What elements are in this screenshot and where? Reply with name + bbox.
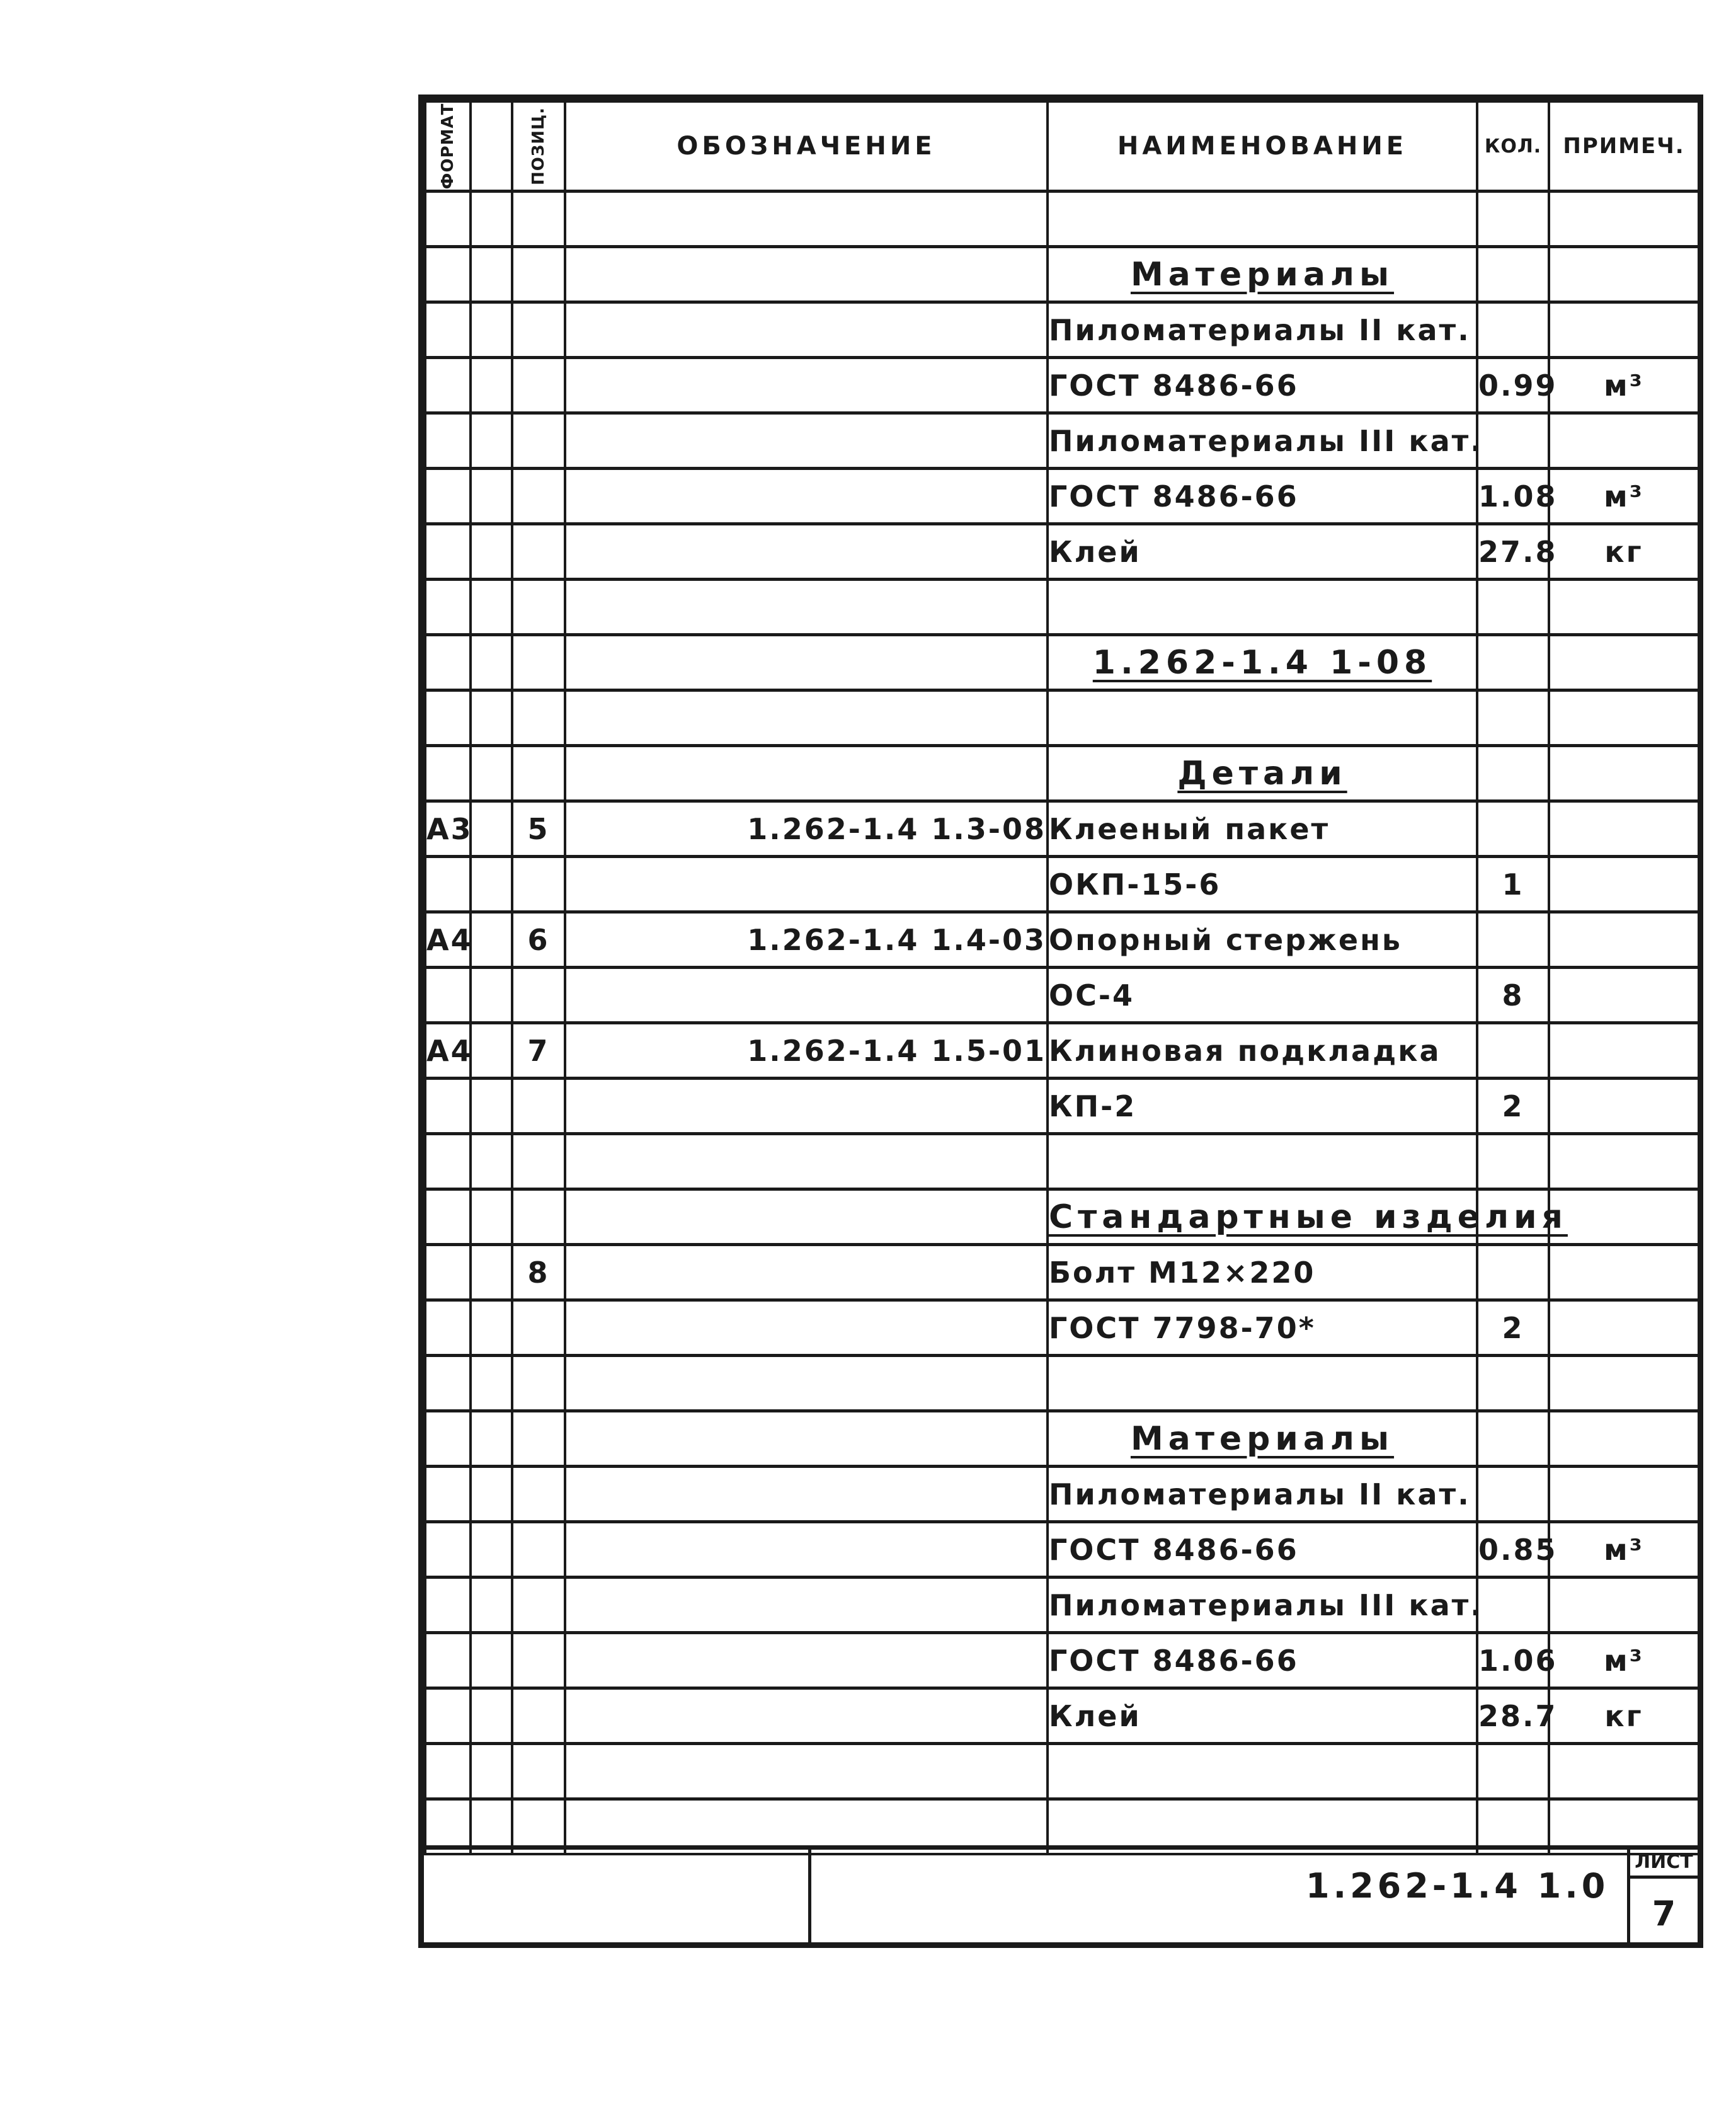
position-cell bbox=[512, 1411, 565, 1467]
format-cell bbox=[425, 247, 471, 302]
name-cell: Пиломатериалы III кат. bbox=[1048, 1578, 1477, 1633]
zone-cell bbox=[471, 1688, 512, 1744]
name-cell: Клееный пакет bbox=[1048, 801, 1477, 857]
table-row bbox=[425, 1411, 1699, 1467]
header-name: НАИМЕНОВАНИЕ bbox=[1048, 101, 1477, 192]
quantity-cell bbox=[1477, 801, 1549, 857]
table-row bbox=[425, 192, 1699, 247]
designation-cell bbox=[565, 358, 1048, 413]
note-cell bbox=[1549, 746, 1699, 801]
designation-cell bbox=[565, 1467, 1048, 1522]
format-cell bbox=[425, 1356, 471, 1411]
format-cell bbox=[425, 580, 471, 635]
table-row bbox=[425, 1578, 1699, 1633]
zone-cell bbox=[471, 524, 512, 580]
format-cell bbox=[425, 1522, 471, 1578]
name-cell: ОКП-15-6 bbox=[1048, 857, 1477, 912]
format-cell bbox=[425, 1134, 471, 1189]
position-cell bbox=[512, 580, 565, 635]
table-row bbox=[425, 1688, 1699, 1744]
position-cell bbox=[512, 1522, 565, 1578]
quantity-cell: 28.7 bbox=[1477, 1688, 1549, 1744]
note-cell bbox=[1549, 413, 1699, 469]
position-cell bbox=[512, 968, 565, 1023]
note-cell: м³ bbox=[1549, 358, 1699, 413]
name-cell bbox=[1048, 580, 1477, 635]
quantity-cell bbox=[1477, 635, 1549, 690]
position-cell bbox=[512, 1356, 565, 1411]
name-cell: Клей bbox=[1048, 1688, 1477, 1744]
table-row bbox=[425, 358, 1699, 413]
designation-cell bbox=[565, 1578, 1048, 1633]
note-cell: м³ bbox=[1549, 1522, 1699, 1578]
header-zone bbox=[471, 101, 512, 192]
table-row bbox=[425, 247, 1699, 302]
table-row bbox=[425, 469, 1699, 524]
table-row bbox=[425, 1467, 1699, 1522]
designation-cell bbox=[565, 968, 1048, 1023]
quantity-cell bbox=[1477, 1467, 1549, 1522]
note-cell bbox=[1549, 1189, 1699, 1245]
table-row bbox=[425, 302, 1699, 358]
zone-cell bbox=[471, 1578, 512, 1633]
format-cell bbox=[425, 1245, 471, 1300]
position-cell bbox=[512, 1467, 565, 1522]
zone-cell bbox=[471, 1189, 512, 1245]
format-cell bbox=[425, 690, 471, 746]
table-row bbox=[425, 746, 1699, 801]
name-cell: Материалы bbox=[1048, 1411, 1477, 1467]
quantity-cell: 8 bbox=[1477, 968, 1549, 1023]
table-row bbox=[425, 1189, 1699, 1245]
position-cell bbox=[512, 690, 565, 746]
header-quantity: КОЛ. bbox=[1477, 101, 1549, 192]
table-row bbox=[425, 1023, 1699, 1079]
format-cell bbox=[425, 524, 471, 580]
position-cell bbox=[512, 524, 565, 580]
note-cell bbox=[1549, 1023, 1699, 1079]
quantity-cell: 27.8 bbox=[1477, 524, 1549, 580]
format-cell bbox=[425, 413, 471, 469]
quantity-cell bbox=[1477, 1578, 1549, 1633]
note-cell bbox=[1549, 1134, 1699, 1189]
note-cell: кг bbox=[1549, 1688, 1699, 1744]
designation-cell bbox=[565, 635, 1048, 690]
format-cell bbox=[425, 1633, 471, 1688]
position-cell bbox=[512, 1300, 565, 1356]
position-cell bbox=[512, 192, 565, 247]
position-cell: 8 bbox=[512, 1245, 565, 1300]
format-cell bbox=[425, 1079, 471, 1134]
position-cell bbox=[512, 1079, 565, 1134]
note-cell: м³ bbox=[1549, 469, 1699, 524]
zone-cell bbox=[471, 1522, 512, 1578]
name-cell: Пиломатериалы II кат. bbox=[1048, 302, 1477, 358]
designation-cell bbox=[565, 524, 1048, 580]
format-cell bbox=[425, 1300, 471, 1356]
name-cell: ГОСТ 8486-66 bbox=[1048, 469, 1477, 524]
zone-cell bbox=[471, 192, 512, 247]
format-cell bbox=[425, 1688, 471, 1744]
designation-cell bbox=[565, 1744, 1048, 1799]
name-cell: КП-2 bbox=[1048, 1079, 1477, 1134]
zone-cell bbox=[471, 690, 512, 746]
name-cell: Пиломатериалы III кат. bbox=[1048, 413, 1477, 469]
designation-cell bbox=[565, 746, 1048, 801]
zone-cell bbox=[471, 1245, 512, 1300]
name-cell: Клиновая подкладка bbox=[1048, 1023, 1477, 1079]
name-cell: 1.262-1.4 1-08 bbox=[1048, 635, 1477, 690]
quantity-cell: 1.06 bbox=[1477, 1633, 1549, 1688]
position-cell bbox=[512, 1134, 565, 1189]
quantity-cell: 2 bbox=[1477, 1300, 1549, 1356]
designation-cell bbox=[565, 1688, 1048, 1744]
name-cell: Болт М12×220 bbox=[1048, 1245, 1477, 1300]
name-cell: ГОСТ 8486-66 bbox=[1048, 1633, 1477, 1688]
designation-cell: 1.262-1.4 1.5-01 bbox=[565, 1023, 1048, 1079]
name-cell: Детали bbox=[1048, 746, 1477, 801]
designation-cell bbox=[565, 1522, 1048, 1578]
position-cell bbox=[512, 1744, 565, 1799]
designation-cell bbox=[565, 1411, 1048, 1467]
format-cell: А4 bbox=[425, 1023, 471, 1079]
position-cell: 7 bbox=[512, 1023, 565, 1079]
table-row bbox=[425, 524, 1699, 580]
note-cell bbox=[1549, 302, 1699, 358]
zone-cell bbox=[471, 912, 512, 968]
quantity-cell bbox=[1477, 302, 1549, 358]
designation-cell bbox=[565, 1189, 1048, 1245]
zone-cell bbox=[471, 635, 512, 690]
quantity-cell bbox=[1477, 1744, 1549, 1799]
note-cell bbox=[1549, 1467, 1699, 1522]
position-cell: 5 bbox=[512, 801, 565, 857]
position-cell bbox=[512, 302, 565, 358]
table-row bbox=[425, 857, 1699, 912]
table-row bbox=[425, 1300, 1699, 1356]
quantity-cell: 0.85 bbox=[1477, 1522, 1549, 1578]
format-cell bbox=[425, 1744, 471, 1799]
quantity-cell bbox=[1477, 912, 1549, 968]
designation-cell bbox=[565, 580, 1048, 635]
quantity-cell bbox=[1477, 1411, 1549, 1467]
name-cell bbox=[1048, 1744, 1477, 1799]
quantity-cell bbox=[1477, 1023, 1549, 1079]
note-cell bbox=[1549, 1356, 1699, 1411]
table-row bbox=[425, 912, 1699, 968]
note-cell: м³ bbox=[1549, 1633, 1699, 1688]
name-cell: Стандартные изделия bbox=[1048, 1189, 1477, 1245]
designation-cell bbox=[565, 1079, 1048, 1134]
designation-cell bbox=[565, 857, 1048, 912]
format-cell bbox=[425, 358, 471, 413]
designation-cell bbox=[565, 1633, 1048, 1688]
zone-cell bbox=[471, 1411, 512, 1467]
zone-cell bbox=[471, 247, 512, 302]
title-block-divider bbox=[808, 1850, 811, 1947]
note-cell bbox=[1549, 1245, 1699, 1300]
designation-cell bbox=[565, 1134, 1048, 1189]
quantity-cell bbox=[1477, 247, 1549, 302]
format-cell bbox=[425, 746, 471, 801]
format-cell: А3 bbox=[425, 801, 471, 857]
designation-cell bbox=[565, 302, 1048, 358]
quantity-cell: 0.99 bbox=[1477, 358, 1549, 413]
sheet-number-box bbox=[1627, 1850, 1698, 1944]
zone-cell bbox=[471, 302, 512, 358]
position-cell bbox=[512, 1189, 565, 1245]
position-cell bbox=[512, 358, 565, 413]
note-cell bbox=[1549, 857, 1699, 912]
zone-cell bbox=[471, 1023, 512, 1079]
note-cell bbox=[1549, 580, 1699, 635]
format-cell bbox=[425, 1467, 471, 1522]
specification-body bbox=[425, 192, 1699, 1855]
format-cell: А4 bbox=[425, 912, 471, 968]
position-cell bbox=[512, 635, 565, 690]
table-row bbox=[425, 1245, 1699, 1300]
table-row bbox=[425, 1633, 1699, 1688]
note-cell bbox=[1549, 1079, 1699, 1134]
note-cell bbox=[1549, 690, 1699, 746]
zone-cell bbox=[471, 1467, 512, 1522]
position-cell bbox=[512, 857, 565, 912]
designation-cell bbox=[565, 413, 1048, 469]
name-cell: Клей bbox=[1048, 524, 1477, 580]
designation-cell bbox=[565, 1245, 1048, 1300]
note-cell bbox=[1549, 968, 1699, 1023]
format-cell bbox=[425, 968, 471, 1023]
zone-cell bbox=[471, 1079, 512, 1134]
note-cell bbox=[1549, 1744, 1699, 1799]
name-cell: Пиломатериалы II кат. bbox=[1048, 1467, 1477, 1522]
note-cell bbox=[1549, 1411, 1699, 1467]
document-code: 1.262-1.4 1.0 bbox=[1306, 1866, 1609, 1906]
format-cell bbox=[425, 857, 471, 912]
quantity-cell: 2 bbox=[1477, 1079, 1549, 1134]
name-cell bbox=[1048, 690, 1477, 746]
name-cell bbox=[1048, 1356, 1477, 1411]
position-cell bbox=[512, 1633, 565, 1688]
specification-sheet bbox=[418, 95, 1703, 1948]
format-cell bbox=[425, 302, 471, 358]
table-row bbox=[425, 635, 1699, 690]
table-row bbox=[425, 1356, 1699, 1411]
note-cell bbox=[1549, 635, 1699, 690]
specification-table bbox=[424, 100, 1700, 1855]
quantity-cell bbox=[1477, 1134, 1549, 1189]
quantity-cell: 1 bbox=[1477, 857, 1549, 912]
table-row bbox=[425, 1522, 1699, 1578]
header-row bbox=[425, 101, 1699, 192]
title-block bbox=[424, 1845, 1698, 1942]
sheet-label: ЛИСТ bbox=[1630, 1851, 1698, 1879]
position-cell bbox=[512, 1578, 565, 1633]
zone-cell bbox=[471, 857, 512, 912]
name-cell: ГОСТ 8486-66 bbox=[1048, 1522, 1477, 1578]
designation-cell bbox=[565, 192, 1048, 247]
zone-cell bbox=[471, 968, 512, 1023]
zone-cell bbox=[471, 1300, 512, 1356]
quantity-cell: 1.08 bbox=[1477, 469, 1549, 524]
zone-cell bbox=[471, 469, 512, 524]
designation-cell bbox=[565, 247, 1048, 302]
note-cell bbox=[1549, 1578, 1699, 1633]
name-cell: Опорный стержень bbox=[1048, 912, 1477, 968]
note-cell bbox=[1549, 912, 1699, 968]
quantity-cell bbox=[1477, 1245, 1549, 1300]
header-format: ФОРМАТ bbox=[425, 101, 471, 192]
designation-cell bbox=[565, 1356, 1048, 1411]
format-cell bbox=[425, 192, 471, 247]
quantity-cell bbox=[1477, 1356, 1549, 1411]
name-cell: ГОСТ 7798-70* bbox=[1048, 1300, 1477, 1356]
position-cell bbox=[512, 247, 565, 302]
designation-cell: 1.262-1.4 1.4-03 bbox=[565, 912, 1048, 968]
table-row bbox=[425, 968, 1699, 1023]
format-cell bbox=[425, 1578, 471, 1633]
designation-cell bbox=[565, 1300, 1048, 1356]
position-cell bbox=[512, 746, 565, 801]
format-cell bbox=[425, 1189, 471, 1245]
name-cell: ОС-4 bbox=[1048, 968, 1477, 1023]
designation-cell: 1.262-1.4 1.3-08 bbox=[565, 801, 1048, 857]
position-cell bbox=[512, 469, 565, 524]
position-cell bbox=[512, 1688, 565, 1744]
zone-cell bbox=[471, 801, 512, 857]
zone-cell bbox=[471, 1744, 512, 1799]
note-cell: кг bbox=[1549, 524, 1699, 580]
quantity-cell bbox=[1477, 580, 1549, 635]
format-cell bbox=[425, 1411, 471, 1467]
note-cell bbox=[1549, 1300, 1699, 1356]
position-cell: 6 bbox=[512, 912, 565, 968]
table-row bbox=[425, 801, 1699, 857]
table-row bbox=[425, 690, 1699, 746]
quantity-cell bbox=[1477, 413, 1549, 469]
note-cell bbox=[1549, 247, 1699, 302]
zone-cell bbox=[471, 413, 512, 469]
note-cell bbox=[1549, 192, 1699, 247]
note-cell bbox=[1549, 801, 1699, 857]
header-position: ПОЗИЦ. bbox=[512, 101, 565, 192]
table-row bbox=[425, 1134, 1699, 1189]
name-cell: Материалы bbox=[1048, 247, 1477, 302]
header-designation: ОБОЗНАЧЕНИЕ bbox=[565, 101, 1048, 192]
name-cell bbox=[1048, 1134, 1477, 1189]
sheet-number: 7 bbox=[1652, 1894, 1676, 1933]
designation-cell bbox=[565, 690, 1048, 746]
name-cell: ГОСТ 8486-66 bbox=[1048, 358, 1477, 413]
table-row bbox=[425, 413, 1699, 469]
zone-cell bbox=[471, 580, 512, 635]
table-row bbox=[425, 1079, 1699, 1134]
zone-cell bbox=[471, 1356, 512, 1411]
name-cell bbox=[1048, 192, 1477, 247]
zone-cell bbox=[471, 1633, 512, 1688]
zone-cell bbox=[471, 358, 512, 413]
position-cell bbox=[512, 413, 565, 469]
quantity-cell bbox=[1477, 192, 1549, 247]
table-row bbox=[425, 580, 1699, 635]
table-row bbox=[425, 1744, 1699, 1799]
format-cell bbox=[425, 635, 471, 690]
zone-cell bbox=[471, 746, 512, 801]
header-note: ПРИМЕЧ. bbox=[1549, 101, 1699, 192]
zone-cell bbox=[471, 1134, 512, 1189]
designation-cell bbox=[565, 469, 1048, 524]
quantity-cell bbox=[1477, 746, 1549, 801]
quantity-cell bbox=[1477, 690, 1549, 746]
format-cell bbox=[425, 469, 471, 524]
